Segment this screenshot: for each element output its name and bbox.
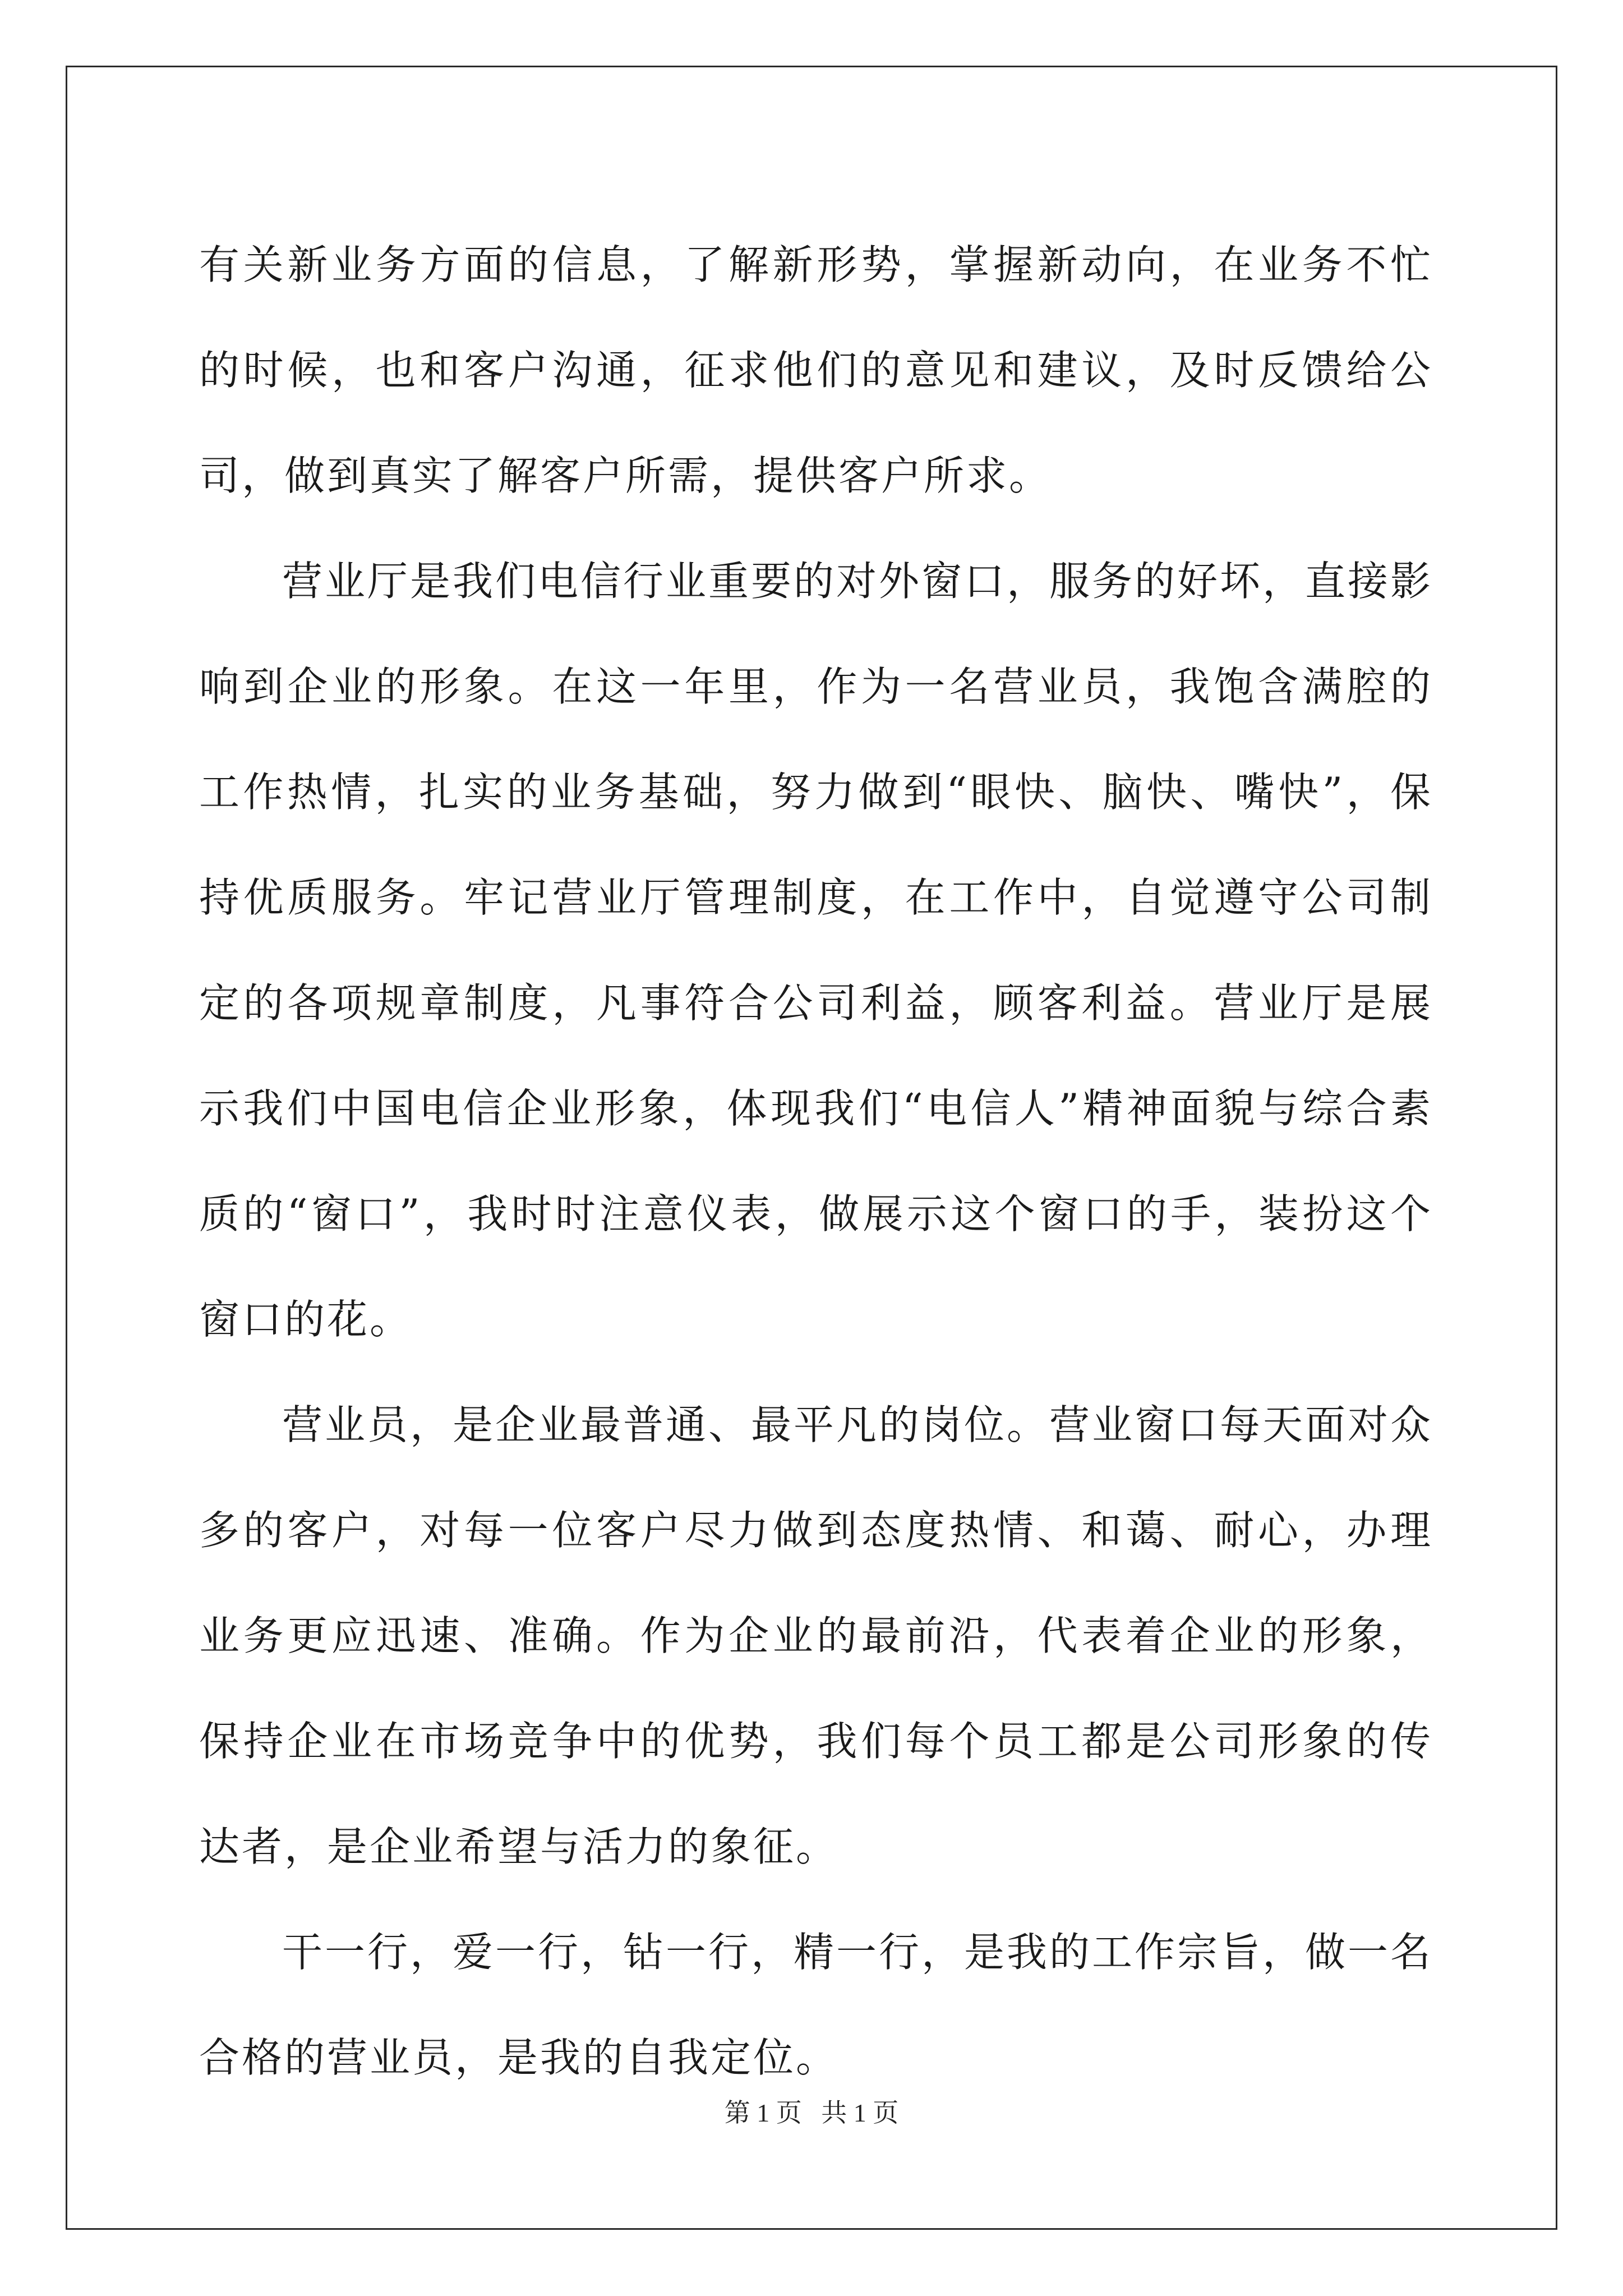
page-number-footer: 第 1 页 共 1 页 bbox=[724, 2099, 899, 2127]
document-body bbox=[199, 212, 1433, 2110]
paragraph-2: 营业厅是我们电信行业重要的对外窗口，服务的好坏，直接影响到企业的形象。在这一年里，作为一名营业员，我饱含满腔的工作热情，扎实的业务基础，努力做到“眼快、脑快、嘴快”，保持优质服务。牢记营业厅管理制度，在工作中，自觉遵守公司制定的各项规章制度，凡事符合公司利益，顾客利益。营业厅是展示我们中国电信企业形象，体现我们“电信人”精神面貌与综合素质的“窗口”，我时时注意仪表，做展示这个窗口的手，装扮这个窗口的花。 bbox=[199, 558, 1433, 1343]
paragraph-1: 有关新业务方面的信息，了解新形势，掌握新动向，在业务不忙的时候，也和客户沟通，征求他们的意见和建议，及时反馈给公司，做到真实了解客户所需，提供客户所求。 bbox=[199, 241, 1433, 499]
paragraph-4: 干一行，爱一行，钻一行，精一行，是我的工作宗旨，做一名合格的营业员，是我的自我定位。 bbox=[199, 1929, 1433, 2081]
paragraph-3: 营业员，是企业最普通、最平凡的岗位。营业窗口每天面对众多的客户，对每一位客户尽力做到态度热情、和蔼、耐心，办理业务更应迅速、准确。作为企业的最前沿，代表着企业的形象，保持企业在市场竞争中的优势，我们每个员工都是公司形象的传达者，是企业希望与活力的象征。 bbox=[199, 1401, 1433, 1870]
